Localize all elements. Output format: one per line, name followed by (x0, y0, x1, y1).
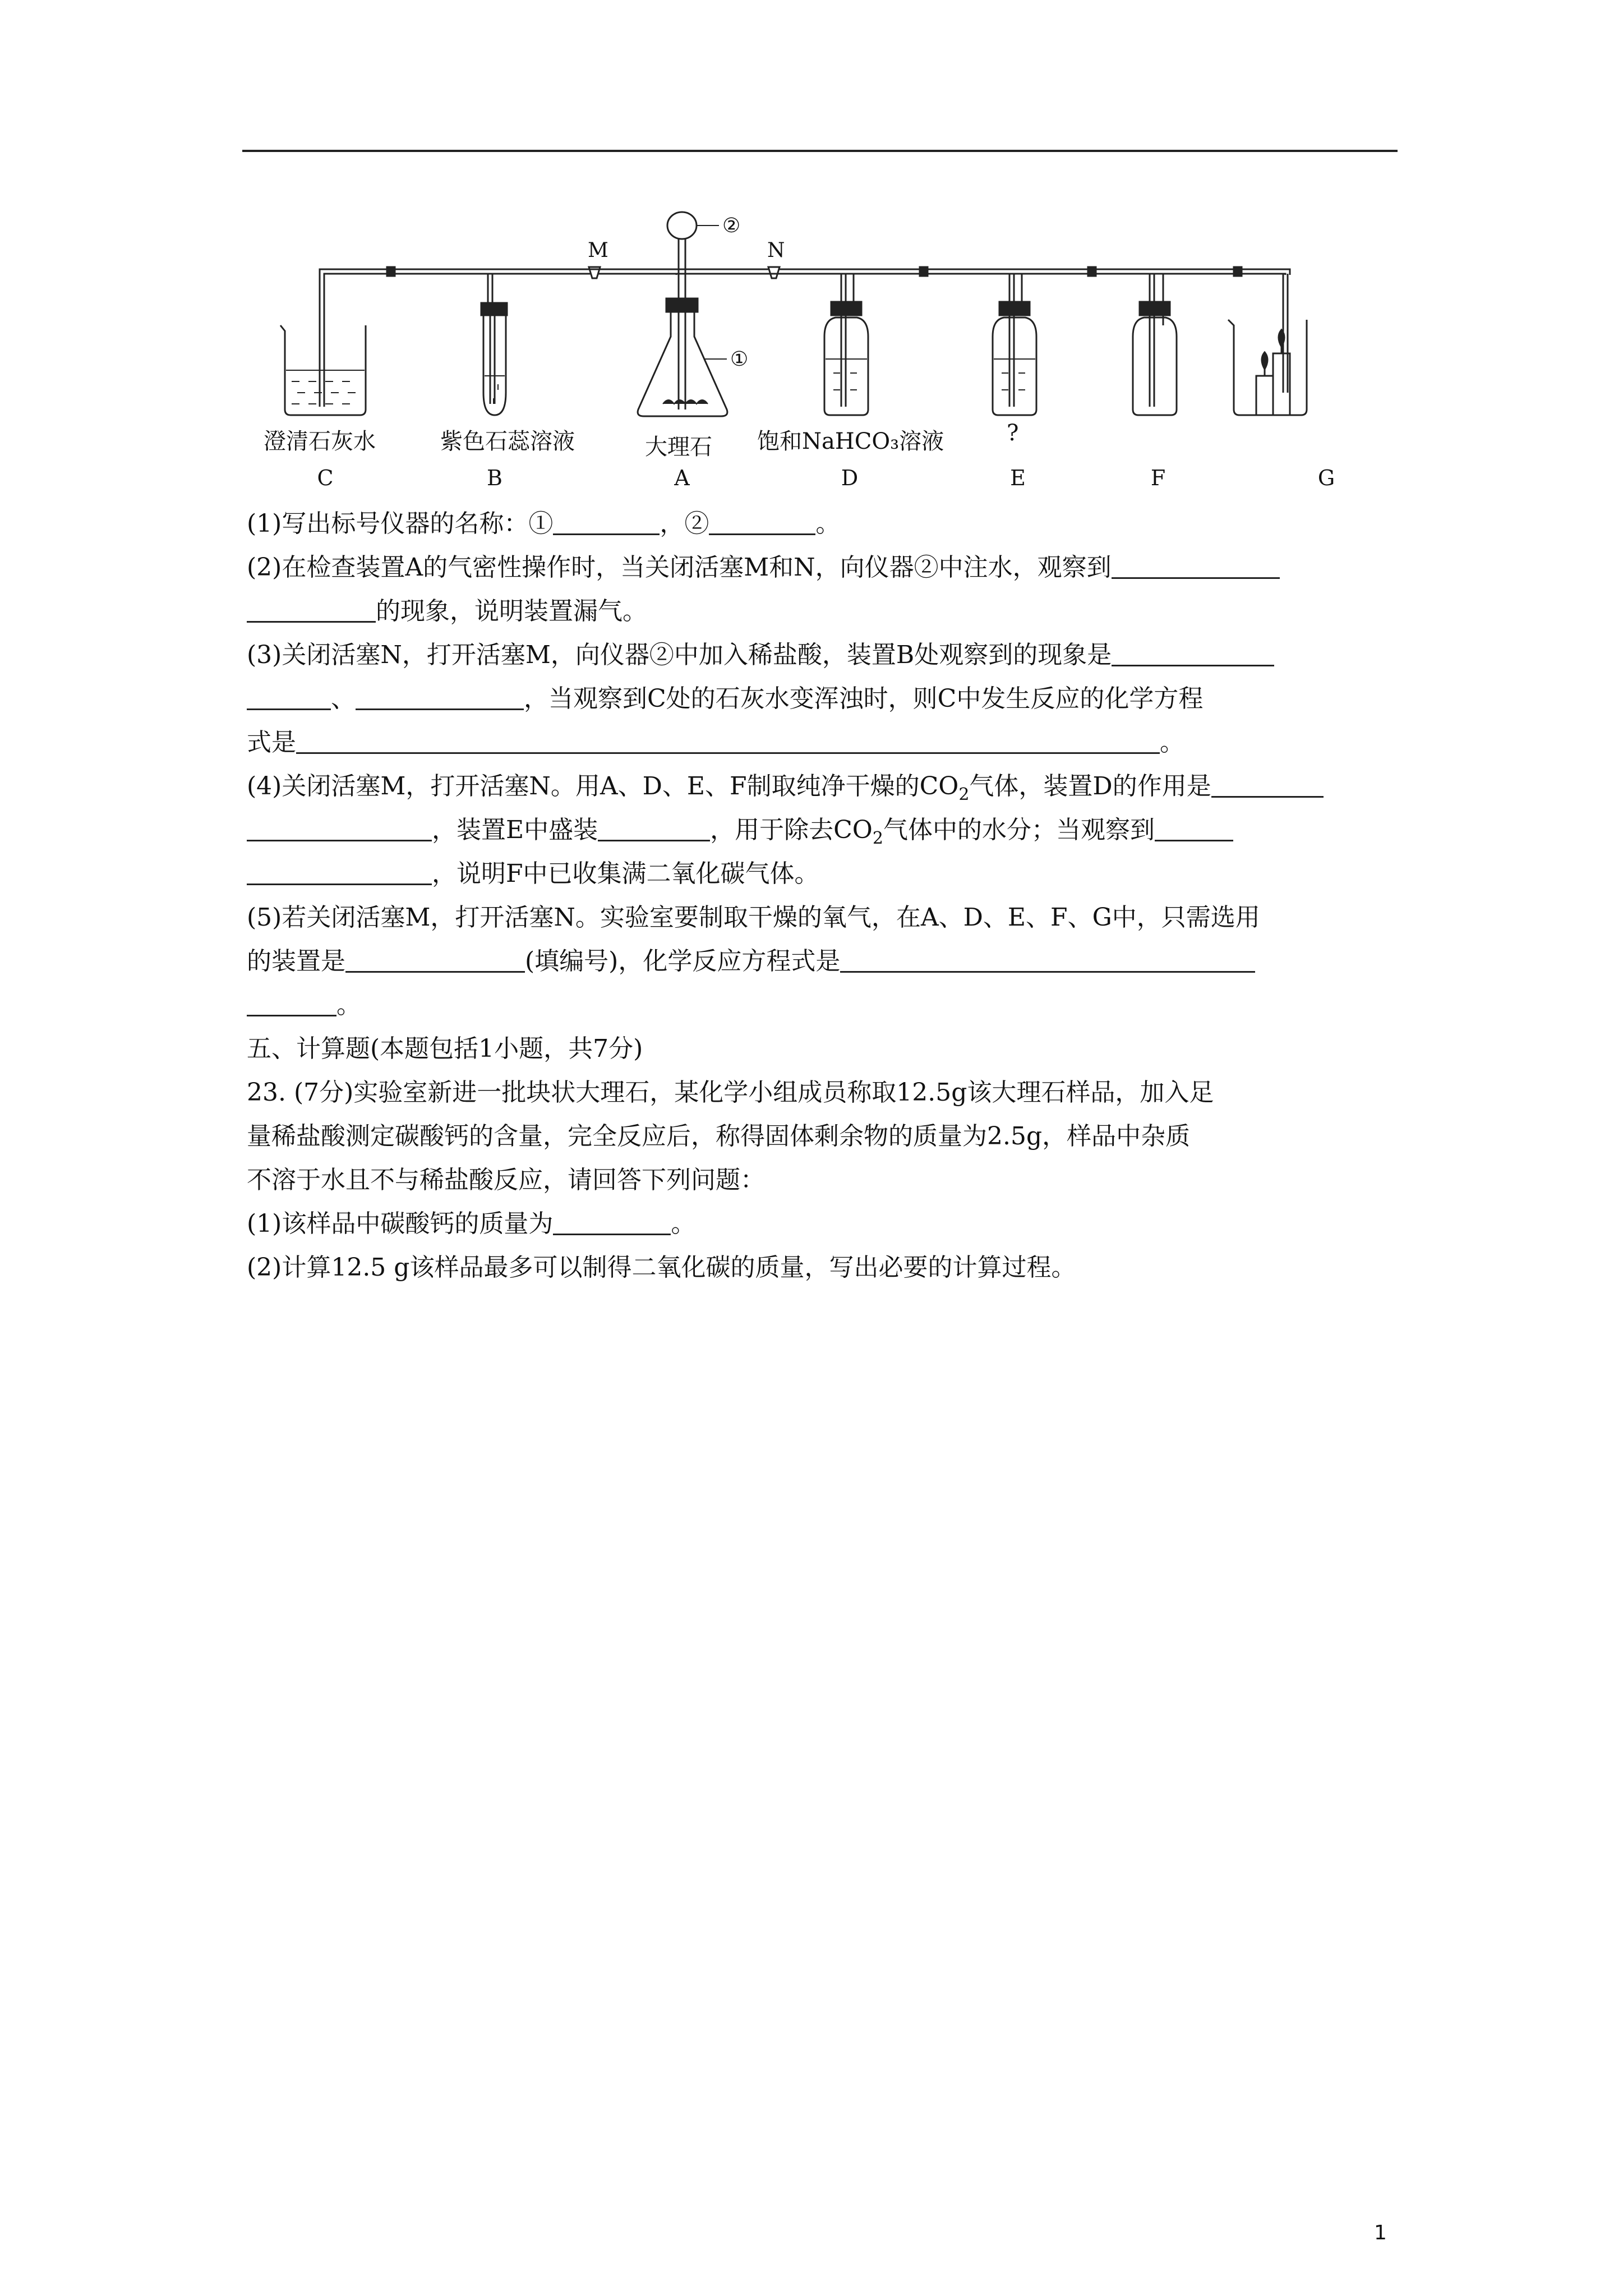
conical-flask-a (510, 212, 791, 416)
bottle-d (824, 274, 868, 415)
letter-g: G (1317, 466, 1335, 490)
question-5: (5)若关闭活塞M，打开活塞N。实验室要制取干燥的氧气，在A、D、E、F、G中，只需选用 的装置是 (填编号)，化学反应方程式是 。 (247, 903, 1260, 1019)
section-heading: 五、计算题(本题包括1小题，共7分) (247, 1034, 643, 1063)
letter-e: E (1010, 466, 1026, 490)
answer-blank[interactable] (1112, 639, 1274, 666)
answer-blank[interactable] (247, 683, 331, 710)
answer-blank[interactable] (247, 595, 376, 623)
beaker-g (1228, 269, 1307, 415)
name-c: 澄清石灰水 (264, 429, 376, 454)
label-n: N (767, 239, 785, 262)
name-b: 紫色石蕊溶液 (440, 429, 575, 454)
answer-blank[interactable] (345, 945, 525, 973)
beaker-c (280, 275, 366, 415)
letter-b: B (487, 466, 502, 490)
answer-blank[interactable] (709, 508, 815, 535)
question-3: (3)关闭活塞N，打开活塞M，向仪器②中加入稀盐酸，装置B处观察到的现象是 、 ，当观察到C处的石灰水变浑浊时，则C中发生反应的化学方程 式是 。 (247, 633, 1408, 765)
valve-n (768, 267, 780, 278)
answer-blank[interactable] (247, 858, 432, 885)
experiment-apparatus-diagram (264, 191, 1396, 494)
header-rule (242, 150, 1398, 152)
label-circle-2: ② (722, 214, 741, 237)
letter-d: D (841, 466, 859, 490)
answer-blank[interactable] (553, 1208, 671, 1235)
bottle-f (1133, 274, 1177, 415)
label-m: M (588, 239, 608, 262)
answer-blank[interactable] (1112, 551, 1280, 579)
test-tube-b (481, 274, 507, 415)
answer-blank[interactable] (1155, 814, 1233, 841)
answer-blank[interactable] (598, 814, 710, 841)
answer-blank[interactable] (247, 814, 432, 841)
page-number: 1 (1374, 2221, 1387, 2244)
question-23: 23. (7分)实验室新进一批块状大理石，某化学小组成员称取12.5g该大理石样品，加入足 量稀盐酸测定碳酸钙的含量，完全反应后，称得固体剩余物的质量为2.5g，样品中杂质 不溶于水且不与稀盐酸反应，请回答下列问题： (247, 1078, 1214, 1194)
question-23-part-2: (2)计算12.5 g该样品最多可以制得二氧化碳的质量，写出必要的计算过程。 (247, 1253, 1076, 1282)
answer-blank[interactable] (247, 989, 336, 1016)
answer-blank[interactable] (356, 683, 524, 710)
label-circle-1: ① (730, 348, 749, 371)
letter-a: A (674, 466, 690, 490)
question-23-part-1: (1)该样品中碳酸钙的质量为 。 (247, 1202, 1408, 1246)
question-content (247, 502, 1408, 1290)
answer-blank[interactable] (296, 726, 1160, 754)
answer-blank[interactable] (553, 508, 660, 535)
question-1: (1)写出标号仪器的名称：① ，② 。 (247, 502, 1408, 546)
letter-c: C (317, 466, 334, 490)
bottle-e (993, 274, 1036, 415)
name-e: ? (1007, 420, 1019, 446)
question-4: (4)关闭活塞M，打开活塞N。用A、D、E、F制取纯净干燥的$CO_2$气体，装置D的作用是 ，装置E中盛装 ，用于除去$CO_2$气体中的水分；当观察到 ，说明F中已收集满二氧化碳气体。 (247, 765, 1408, 896)
answer-blank[interactable] (840, 945, 1255, 973)
answer-blank[interactable] (1211, 770, 1324, 798)
name-d: 饱和NaHCO₃溶液 (757, 429, 944, 454)
question-2: (2)在检查装置A的气密性操作时，当关闭活塞M和N，向仪器②中注水，观察到 的现象，说明装置漏气。 (247, 546, 1408, 633)
name-a: 大理石 (645, 434, 712, 460)
letter-f: F (1150, 466, 1166, 490)
